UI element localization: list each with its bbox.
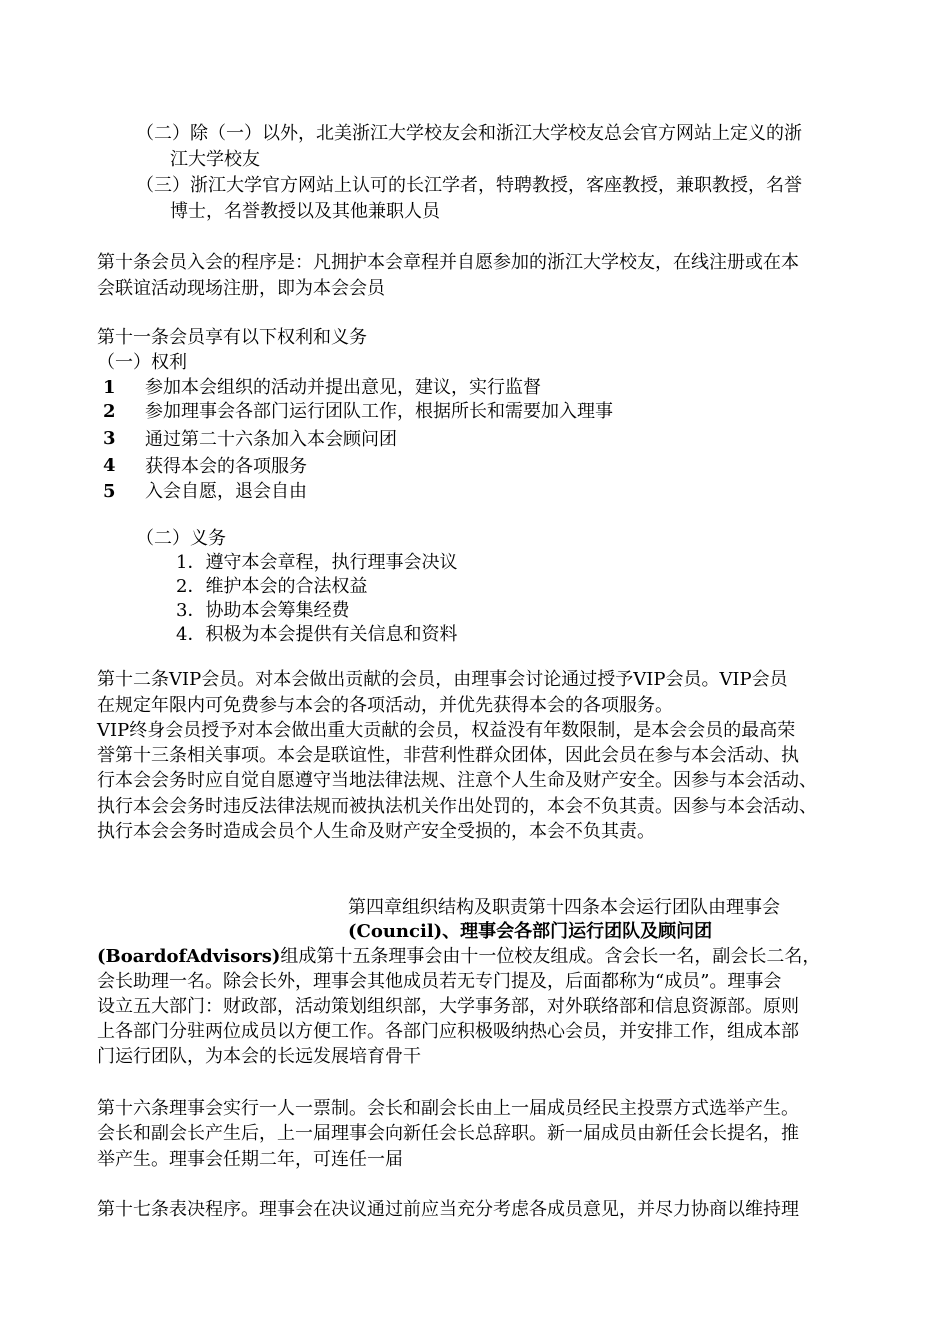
duties-heading: （二）义务: [136, 528, 226, 549]
rights-item-4-text: 获得本会的各项服务: [145, 456, 307, 477]
rights-item-5-number: 5: [103, 481, 116, 502]
rights-item-1-text: 参加本会组织的活动并提出意见，建议，实行监督: [145, 377, 541, 398]
rights-item-1-number: 1: [103, 377, 116, 398]
article-11-title: 第十一条会员享有以下权利和义务: [97, 327, 367, 348]
article-12-line-5: 行本会会务时应自觉自愿遵守当地法律法规、注意个人生命及财产安全。因参与本会活动、: [97, 770, 817, 791]
article-12-line-1: 第十二条VIP会员。对本会做出贡献的会员，由理事会讨论通过授予VIP会员。VIP会员: [97, 669, 788, 690]
article-12-line-3: VIP终身会员授予对本会做出重大贡献的会员，权益没有年数限制，是本会会员的最高荣: [97, 720, 796, 741]
chapter-4-line-4: 会长助理一名。除会长外，理事会其他成员若无专门提及，后面都称为“成员”。理事会: [97, 971, 782, 992]
clause-3-line-2: 博士，名誉教授以及其他兼职人员: [170, 201, 440, 222]
chapter-4-line-7: 门运行团队，为本会的长远发展培育骨干: [97, 1046, 421, 1067]
chapter-4-line-3-rest: 组成第十五条理事会由十一位校友组成。含会长一名，副会长二名，: [280, 946, 821, 967]
article-16-line-3: 举产生。理事会任期二年，可连任一届: [97, 1149, 403, 1170]
chapter-4-line-3: [97, 945, 820, 969]
article-16-line-1: 第十六条理事会实行一人一票制。会长和副会长由上一届成员经民主投票方式选举产生。: [97, 1098, 799, 1119]
article-12-line-4: 誉第十三条相关事项。本会是联谊性，非营利性群众团体，因此会员在参与本会活动、执: [97, 745, 799, 766]
article-12-line-6: 执行本会会务时违反法律法规而被执法机关作出处罚的，本会不负其责。因参与本会活动、: [97, 796, 817, 817]
rights-item-2-text: 参加理事会各部门运行团队工作，根据所长和需要加入理事: [145, 401, 613, 422]
rights-heading: （一）权利: [97, 352, 187, 373]
rights-item-4-number: 4: [103, 455, 116, 476]
rights-item-2-number: 2: [103, 401, 116, 422]
rights-item-5-text: 入会自愿，退会自由: [145, 481, 307, 502]
article-10-line-1: 第十条会员入会的程序是：凡拥护本会章程并自愿参加的浙江大学校友，在线注册或在本: [97, 252, 799, 273]
duties-item-1: 1．遵守本会章程，执行理事会决议: [176, 552, 458, 573]
article-17-line-1: 第十七条表决程序。理事会在决议通过前应当充分考虑各成员意见，并尽力协商以维持理: [97, 1199, 799, 1220]
chapter-4-line-6: 上各部门分驻两位成员以方便工作。各部门应积极吸纳热心会员，并安排工作，组成本部: [97, 1021, 799, 1042]
clause-3-line-1: （三）浙江大学官方网站上认可的长江学者，特聘教授，客座教授，兼职教授，名誉: [136, 175, 802, 196]
clause-2-line-2: 江大学校友: [170, 149, 260, 170]
rights-item-3-text: 通过第二十六条加入本会顾问团: [145, 429, 397, 450]
duties-item-3: 3．协助本会筹集经费: [176, 600, 350, 621]
duties-item-2: 2．维护本会的合法权益: [176, 576, 368, 597]
board-of-advisors-term: (BoardofAdvisors): [97, 946, 281, 967]
chapter-4-line-2: (Council)、理事会各部门运行团队及顾问团: [348, 921, 713, 942]
article-12-line-2: 在规定年限内可免费参与本会的各项活动，并优先获得本会的各项服务。: [97, 695, 673, 716]
article-10-line-2: 会联谊活动现场注册，即为本会会员: [97, 278, 385, 299]
article-16-line-2: 会长和副会长产生后，上一届理事会向新任会长总辞职。新一届成员由新任会长提名，推: [97, 1123, 799, 1144]
duties-item-4: 4．积极为本会提供有关信息和资料: [176, 624, 458, 645]
chapter-4-line-1: 第四章组织结构及职责第十四条本会运行团队由理事会: [348, 897, 780, 918]
article-12-line-7: 执行本会会务时造成会员个人生命及财产安全受损的，本会不负其责。: [97, 821, 655, 842]
clause-2-line-1: （二）除（一）以外，北美浙江大学校友会和浙江大学校友总会官方网站上定义的浙: [136, 123, 802, 144]
chapter-4-line-5: 设立五大部门：财政部，活动策划组织部，大学事务部，对外联络部和信息资源部。原则: [97, 996, 799, 1017]
rights-item-3-number: 3: [103, 428, 116, 449]
